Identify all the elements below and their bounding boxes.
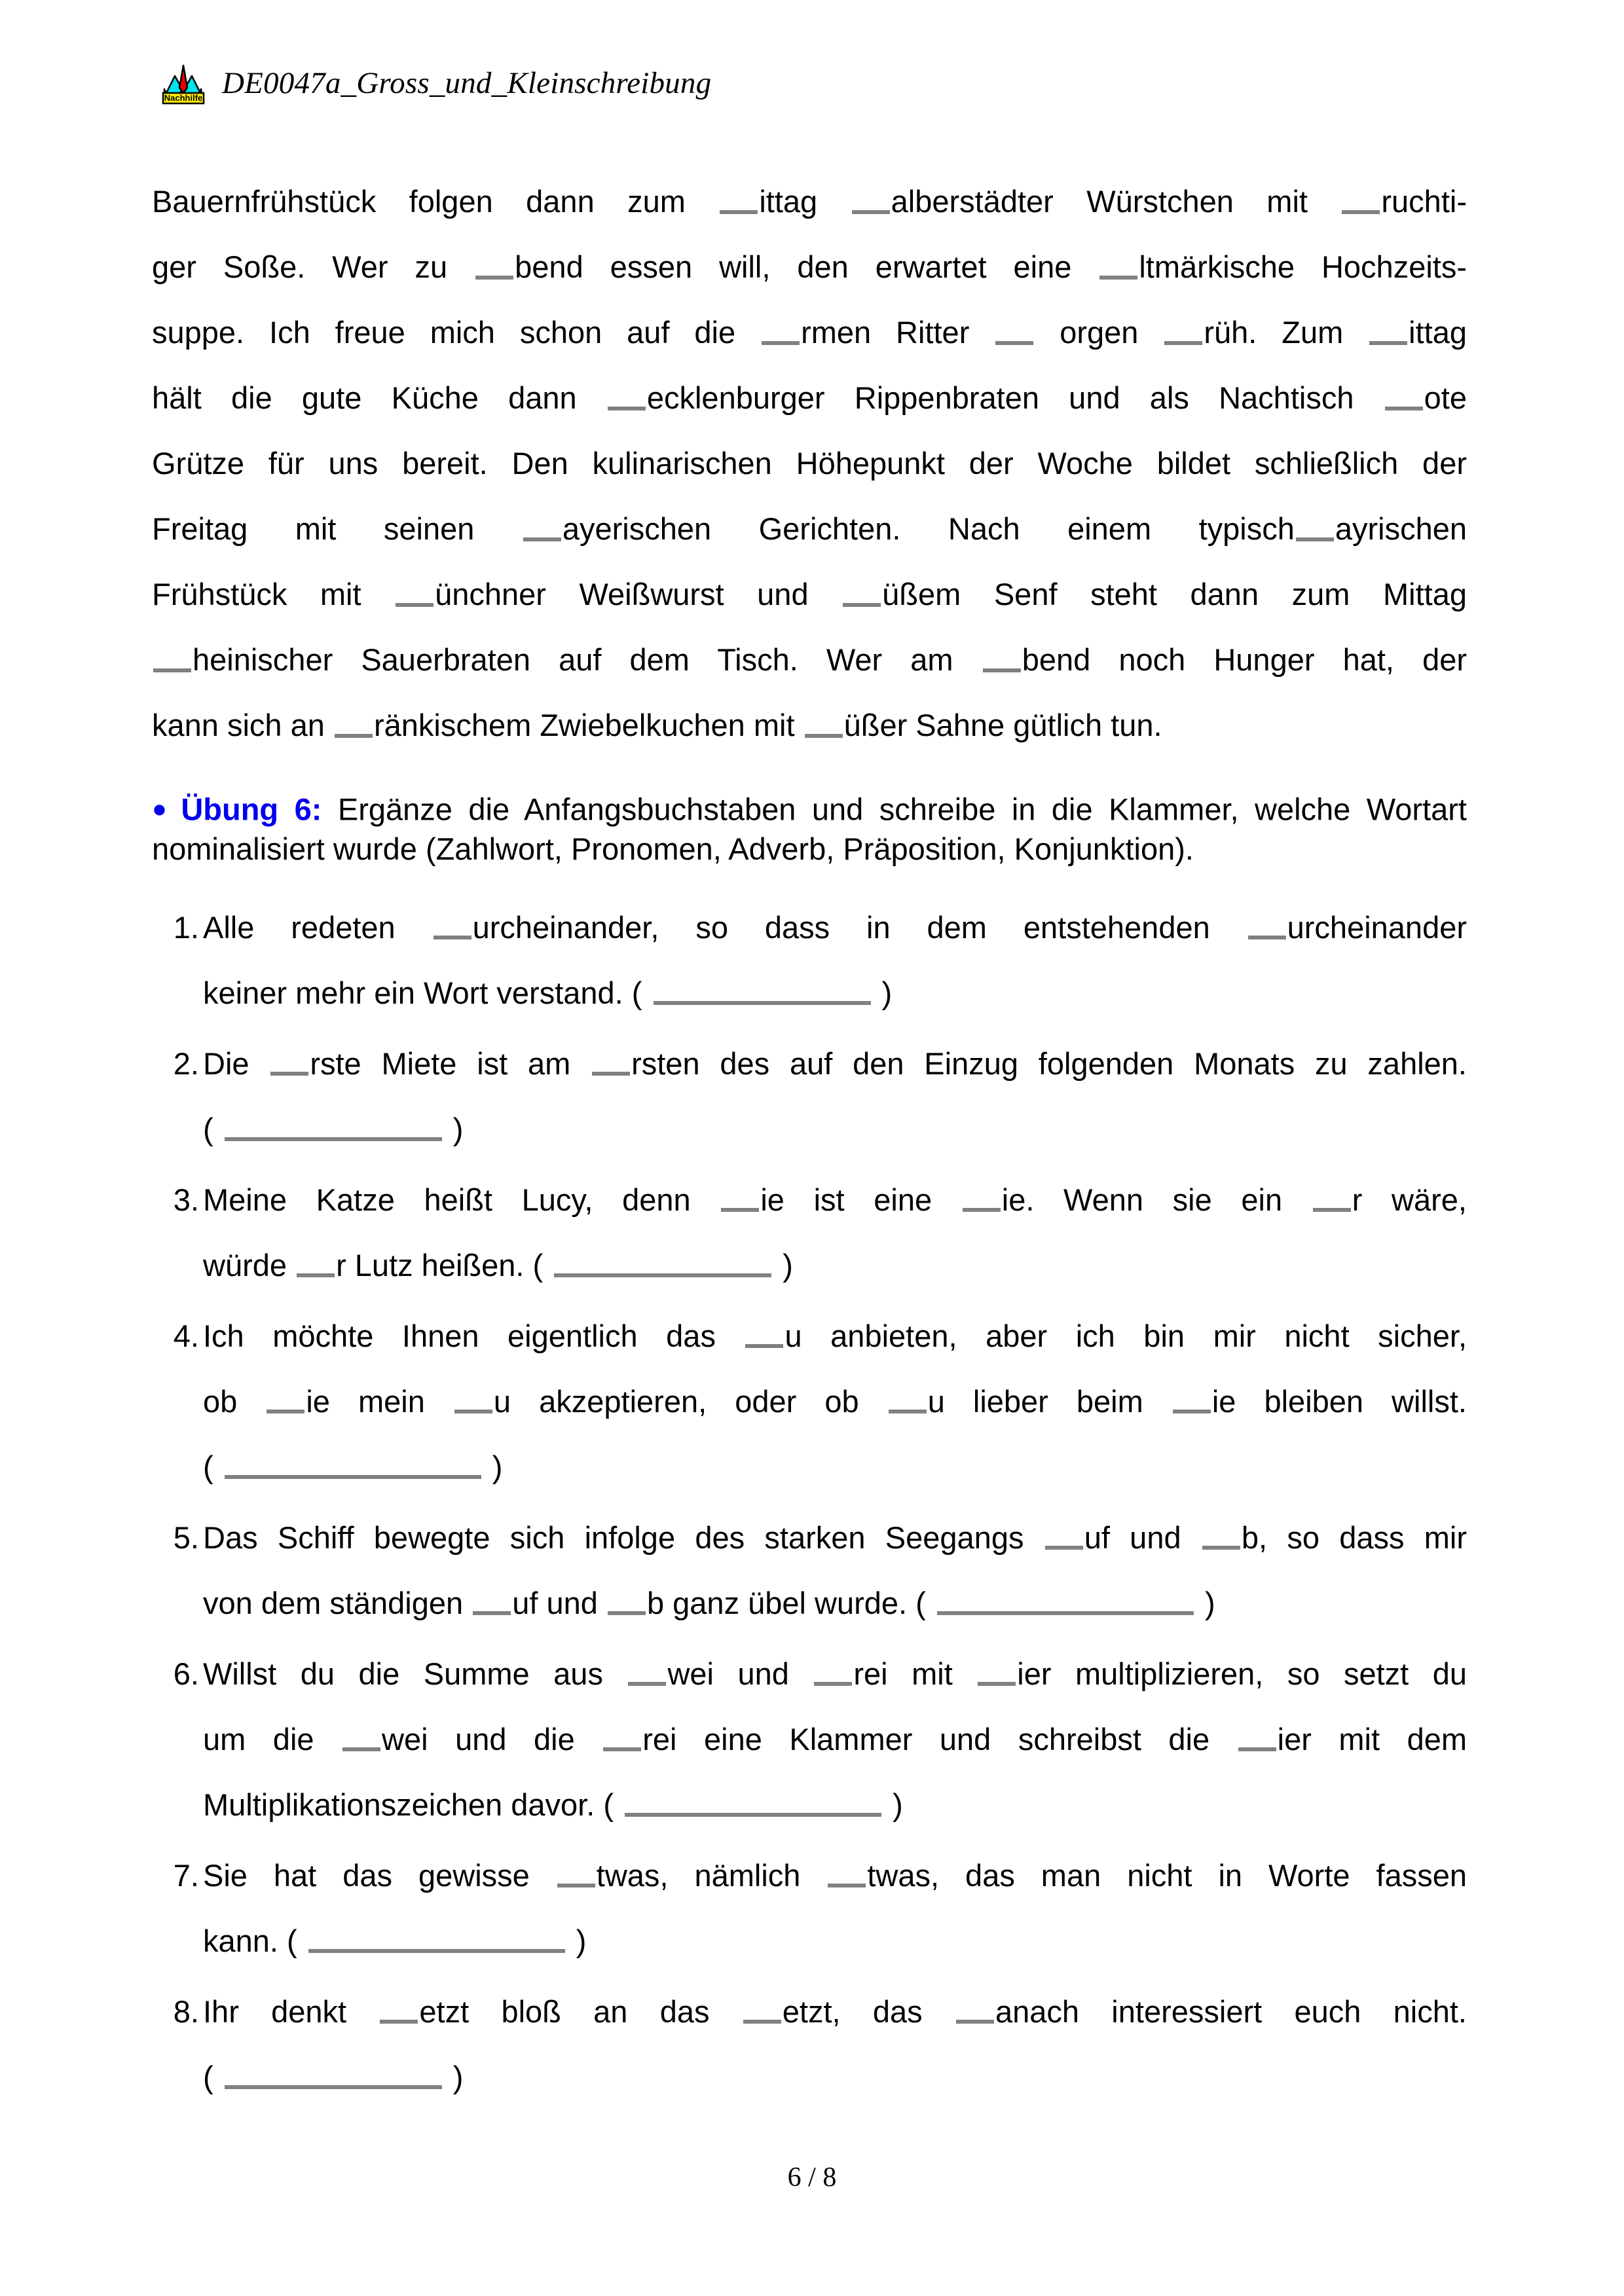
text-run: ) [567,1923,587,1958]
passage-line [152,693,1467,758]
question-line [203,1434,1467,1500]
question-line [203,960,1467,1026]
text-run: anach interessiert euch nicht. [995,1994,1467,2029]
text-run: um die [203,1721,342,1757]
question-line [203,1772,1467,1838]
text-run: etzt bloß an das [419,1994,742,2029]
text-run: bend noch Hunger hat, der [1022,642,1467,677]
answer-rule[interactable] [551,1245,774,1276]
text-run: u lieber beim [927,1383,1172,1419]
text-run: kann. ( [203,1923,306,1958]
text-run: urcheinander, so dass in dem entstehenden [472,909,1247,945]
text-run: b ganz übel wurde. ( [646,1585,934,1620]
text-run: ltmärkische Hochzeits- [1139,249,1467,284]
fill-in-blank[interactable] [341,1719,382,1750]
exercise-instruction: Ergänze die Anfangsbuchstaben und schreibe in die Klammer, welche Wortart nominalisiert wurde (Zahlwort, Pronomen, Adverb, Präposition, Konjunktion). [152,792,1467,866]
fill-in-blank[interactable] [1295,509,1335,539]
question-item [152,1641,1467,1838]
text-run: ) [444,2059,464,2094]
question-list [152,895,1467,2110]
text-run: Sie hat das gewisse [203,1857,556,1893]
text-run: würde [203,1247,296,1283]
text-run: ayrischen [1335,511,1467,546]
question-number: 1. [173,909,199,945]
document-title: DE0047a_Gross_und_Kleinschreibung [222,66,712,100]
passage-paragraph [152,169,1467,758]
text-run: ie mein [306,1383,453,1419]
fill-in-blank[interactable] [556,1855,597,1886]
text-run: ier mit dem [1277,1721,1467,1757]
text-run: ( [203,1449,222,1484]
fill-in-blank[interactable] [453,1381,494,1412]
fill-in-blank[interactable] [1312,1180,1352,1211]
passage-line [152,234,1467,300]
text-run: u anbieten, aber ich bin mir nicht sicher, [784,1318,1467,1353]
text-run: b, so dass mir [1241,1520,1467,1555]
passage-line [152,300,1467,365]
answer-rule[interactable] [651,973,874,1004]
text-run: von dem ständigen [203,1585,472,1620]
fill-in-blank[interactable] [522,509,563,539]
text-run: uf und [1084,1520,1201,1555]
fill-in-blank[interactable] [1368,312,1409,343]
text-run: ie ist eine [760,1182,961,1217]
answer-rule[interactable] [934,1583,1196,1614]
fill-in-blank[interactable] [1044,1518,1084,1548]
text-run: bend essen will, den erwartet eine [515,249,1099,284]
bullet-icon: ● [152,795,175,823]
answer-rule[interactable] [306,1921,568,1952]
text-run: ittag [759,184,851,219]
text-run: Bauernfrühstück folgen dann zum [152,184,719,219]
text-run: suppe. Ich freue mich schon auf die [152,315,761,350]
fill-in-blank[interactable] [851,181,891,212]
text-run: ie bleiben willst. [1211,1383,1467,1419]
question-item [152,1303,1467,1500]
fill-in-blank[interactable] [1384,378,1424,409]
text-run: wei und [667,1656,813,1691]
question-line [203,1031,1467,1097]
text-run: ) [1196,1585,1215,1620]
text-run: ecklenburger Rippenbraten und als Nachtisch [646,380,1384,415]
page-number: 6 / 8 [787,2162,837,2193]
fill-in-blank[interactable] [394,574,435,605]
fill-in-blank[interactable] [265,1381,306,1412]
page-footer [0,2162,1624,2193]
document-body [152,169,1467,2115]
question-item [152,1167,1467,1298]
text-run: ruchti- [1381,184,1467,219]
text-run: rüh. Zum [1204,315,1369,350]
text-run: Grütze für uns bereit. Den kulinarischen Höhepunkt der Woche bildet schließlich der [152,446,1467,481]
fill-in-blank[interactable] [744,1316,784,1347]
text-run: Multiplikationszeichen davor. ( [203,1787,623,1822]
fill-in-blank[interactable] [813,1654,853,1685]
question-item [152,1031,1467,1162]
fill-in-blank[interactable] [742,1992,783,2022]
fill-in-blank[interactable] [269,1044,310,1074]
question-number: 3. [173,1182,199,1217]
fill-in-blank[interactable] [1201,1518,1242,1548]
text-run: wei und die [382,1721,602,1757]
text-run: ( [203,1111,222,1146]
text-run: rmen Ritter [801,315,995,350]
question-number: 7. [173,1857,199,1893]
passage-line [152,562,1467,627]
question-line [203,1979,1467,2045]
question-line [203,1843,1467,1908]
text-run: orgen [1035,315,1164,350]
text-run: Die [203,1046,270,1081]
text-run: heinischer Sauerbraten auf dem Tisch. Wer am [193,642,982,677]
text-run: rei mit [853,1656,977,1691]
answer-rule[interactable] [622,1785,884,1815]
text-run: ier multiplizieren, so setzt du [1017,1656,1467,1691]
page-header [159,60,711,106]
text-run: r wäre, [1352,1182,1467,1217]
passage-line [152,169,1467,234]
text-run: Ihr denkt [203,1994,379,2029]
text-run: u akzeptieren, oder ob [493,1383,887,1419]
answer-rule[interactable] [222,1447,484,1478]
text-run: ) [483,1449,503,1484]
text-run: ( [203,2059,222,2094]
text-run: ) [873,975,893,1010]
question-line [203,1233,1467,1298]
fill-in-blank[interactable] [295,1245,336,1276]
fill-in-blank[interactable] [1172,1381,1212,1412]
question-number: 8. [173,1994,199,2029]
fill-in-blank[interactable] [606,378,647,409]
text-run: rste Miete ist am [310,1046,591,1081]
question-line [203,1505,1467,1571]
text-run: ) [444,1111,464,1146]
answer-rule[interactable] [222,1109,445,1140]
fill-in-blank[interactable] [606,1583,647,1614]
fill-in-blank[interactable] [432,907,473,938]
text-run: üßem Senf steht dann zum Mittag [882,577,1467,611]
text-run: ote [1424,380,1467,415]
text-run: ob [203,1383,266,1419]
fill-in-blank[interactable] [1247,907,1287,938]
question-line [203,1303,1467,1369]
fill-in-blank[interactable] [378,1992,419,2022]
fill-in-blank[interactable] [1237,1719,1278,1750]
text-run: ränkischem Zwiebelkuchen mit [373,708,803,742]
text-run: üßer Sahne gütlich tun. [843,708,1162,742]
fill-in-blank[interactable] [955,1992,995,2022]
fill-in-blank[interactable] [1340,181,1381,212]
exercise-heading [152,790,1467,869]
exercise-label: Übung 6: [181,792,322,827]
fill-in-blank[interactable] [152,640,193,670]
fill-in-blank[interactable] [760,312,801,343]
fill-in-blank[interactable] [471,1583,512,1614]
question-line [203,1641,1467,1707]
svg-text:Nachhilfe: Nachhilfe [164,93,203,103]
question-item [152,895,1467,1026]
fill-in-blank[interactable] [1163,312,1204,343]
question-number: 6. [173,1656,199,1691]
text-run: Frühstück mit [152,577,395,611]
fill-in-blank[interactable] [976,1654,1017,1685]
text-run: ittag [1409,315,1467,350]
text-run: twas, nämlich [596,1857,827,1893]
fill-in-blank[interactable] [627,1654,667,1685]
passage-line [152,496,1467,562]
text-run: Freitag mit seinen [152,511,522,546]
answer-rule[interactable] [222,2057,445,2088]
question-line [203,1097,1467,1162]
text-run: Meine Katze heißt Lucy, denn [203,1182,720,1217]
fill-in-blank[interactable] [841,574,882,605]
question-line [203,1571,1467,1636]
text-run: keiner mehr ein Wort verstand. ( [203,975,651,1010]
text-run: Alle redeten [203,909,432,945]
question-number: 5. [173,1520,199,1555]
text-run: rei eine Klammer und schreibst die [642,1721,1237,1757]
question-item [152,1979,1467,2110]
text-run: Willst du die Summe aus [203,1656,627,1691]
question-number: 2. [173,1046,199,1081]
question-line [203,1908,1467,1974]
fill-in-blank[interactable] [982,640,1022,670]
question-item [152,1505,1467,1636]
fill-in-blank[interactable] [994,312,1035,343]
text-run: ) [774,1247,793,1283]
text-run: ie. Wenn sie ein [1001,1182,1312,1217]
text-run: uf und [512,1585,606,1620]
question-item [152,1843,1467,1974]
fill-in-blank[interactable] [887,1381,928,1412]
fill-in-blank[interactable] [803,705,844,736]
question-line [203,2045,1467,2110]
text-run: rsten des auf den Einzug folgenden Monats zu zahlen. [631,1046,1467,1081]
fill-in-blank[interactable] [1098,247,1139,278]
question-line [203,895,1467,960]
text-run: ünchner Weißwurst und [435,577,842,611]
fill-in-blank[interactable] [718,181,759,212]
fill-in-blank[interactable] [826,1855,867,1886]
question-line [203,1707,1467,1772]
text-run: ) [884,1787,903,1822]
passage-line [152,365,1467,431]
nachhilfe-logo-icon [159,60,208,106]
text-run: etzt, das [782,1994,955,2029]
question-number: 4. [173,1318,199,1353]
question-line [203,1167,1467,1233]
text-run: twas, das man nicht in Worte fassen [867,1857,1467,1893]
text-run: alberstädter Würstchen mit [891,184,1341,219]
text-run: Das Schiff bewegte sich infolge des starken Seegangs [203,1520,1044,1555]
passage-line [152,431,1467,496]
text-run: kann sich an [152,708,333,742]
fill-in-blank[interactable] [591,1044,631,1074]
text-run: r Lutz heißen. ( [336,1247,552,1283]
fill-in-blank[interactable] [602,1719,642,1750]
text-run: ayerischen Gerichten. Nach einem typisch [562,511,1295,546]
text-run: hält die gute Küche dann [152,380,606,415]
text-run: urcheinander [1287,909,1467,945]
fill-in-blank[interactable] [333,705,374,736]
fill-in-blank[interactable] [961,1180,1002,1211]
fill-in-blank[interactable] [474,247,515,278]
question-line [203,1369,1467,1434]
text-run: ger Soße. Wer zu [152,249,475,284]
passage-line [152,627,1467,693]
fill-in-blank[interactable] [720,1180,760,1211]
text-run: Ich möchte Ihnen eigentlich das [203,1318,745,1353]
